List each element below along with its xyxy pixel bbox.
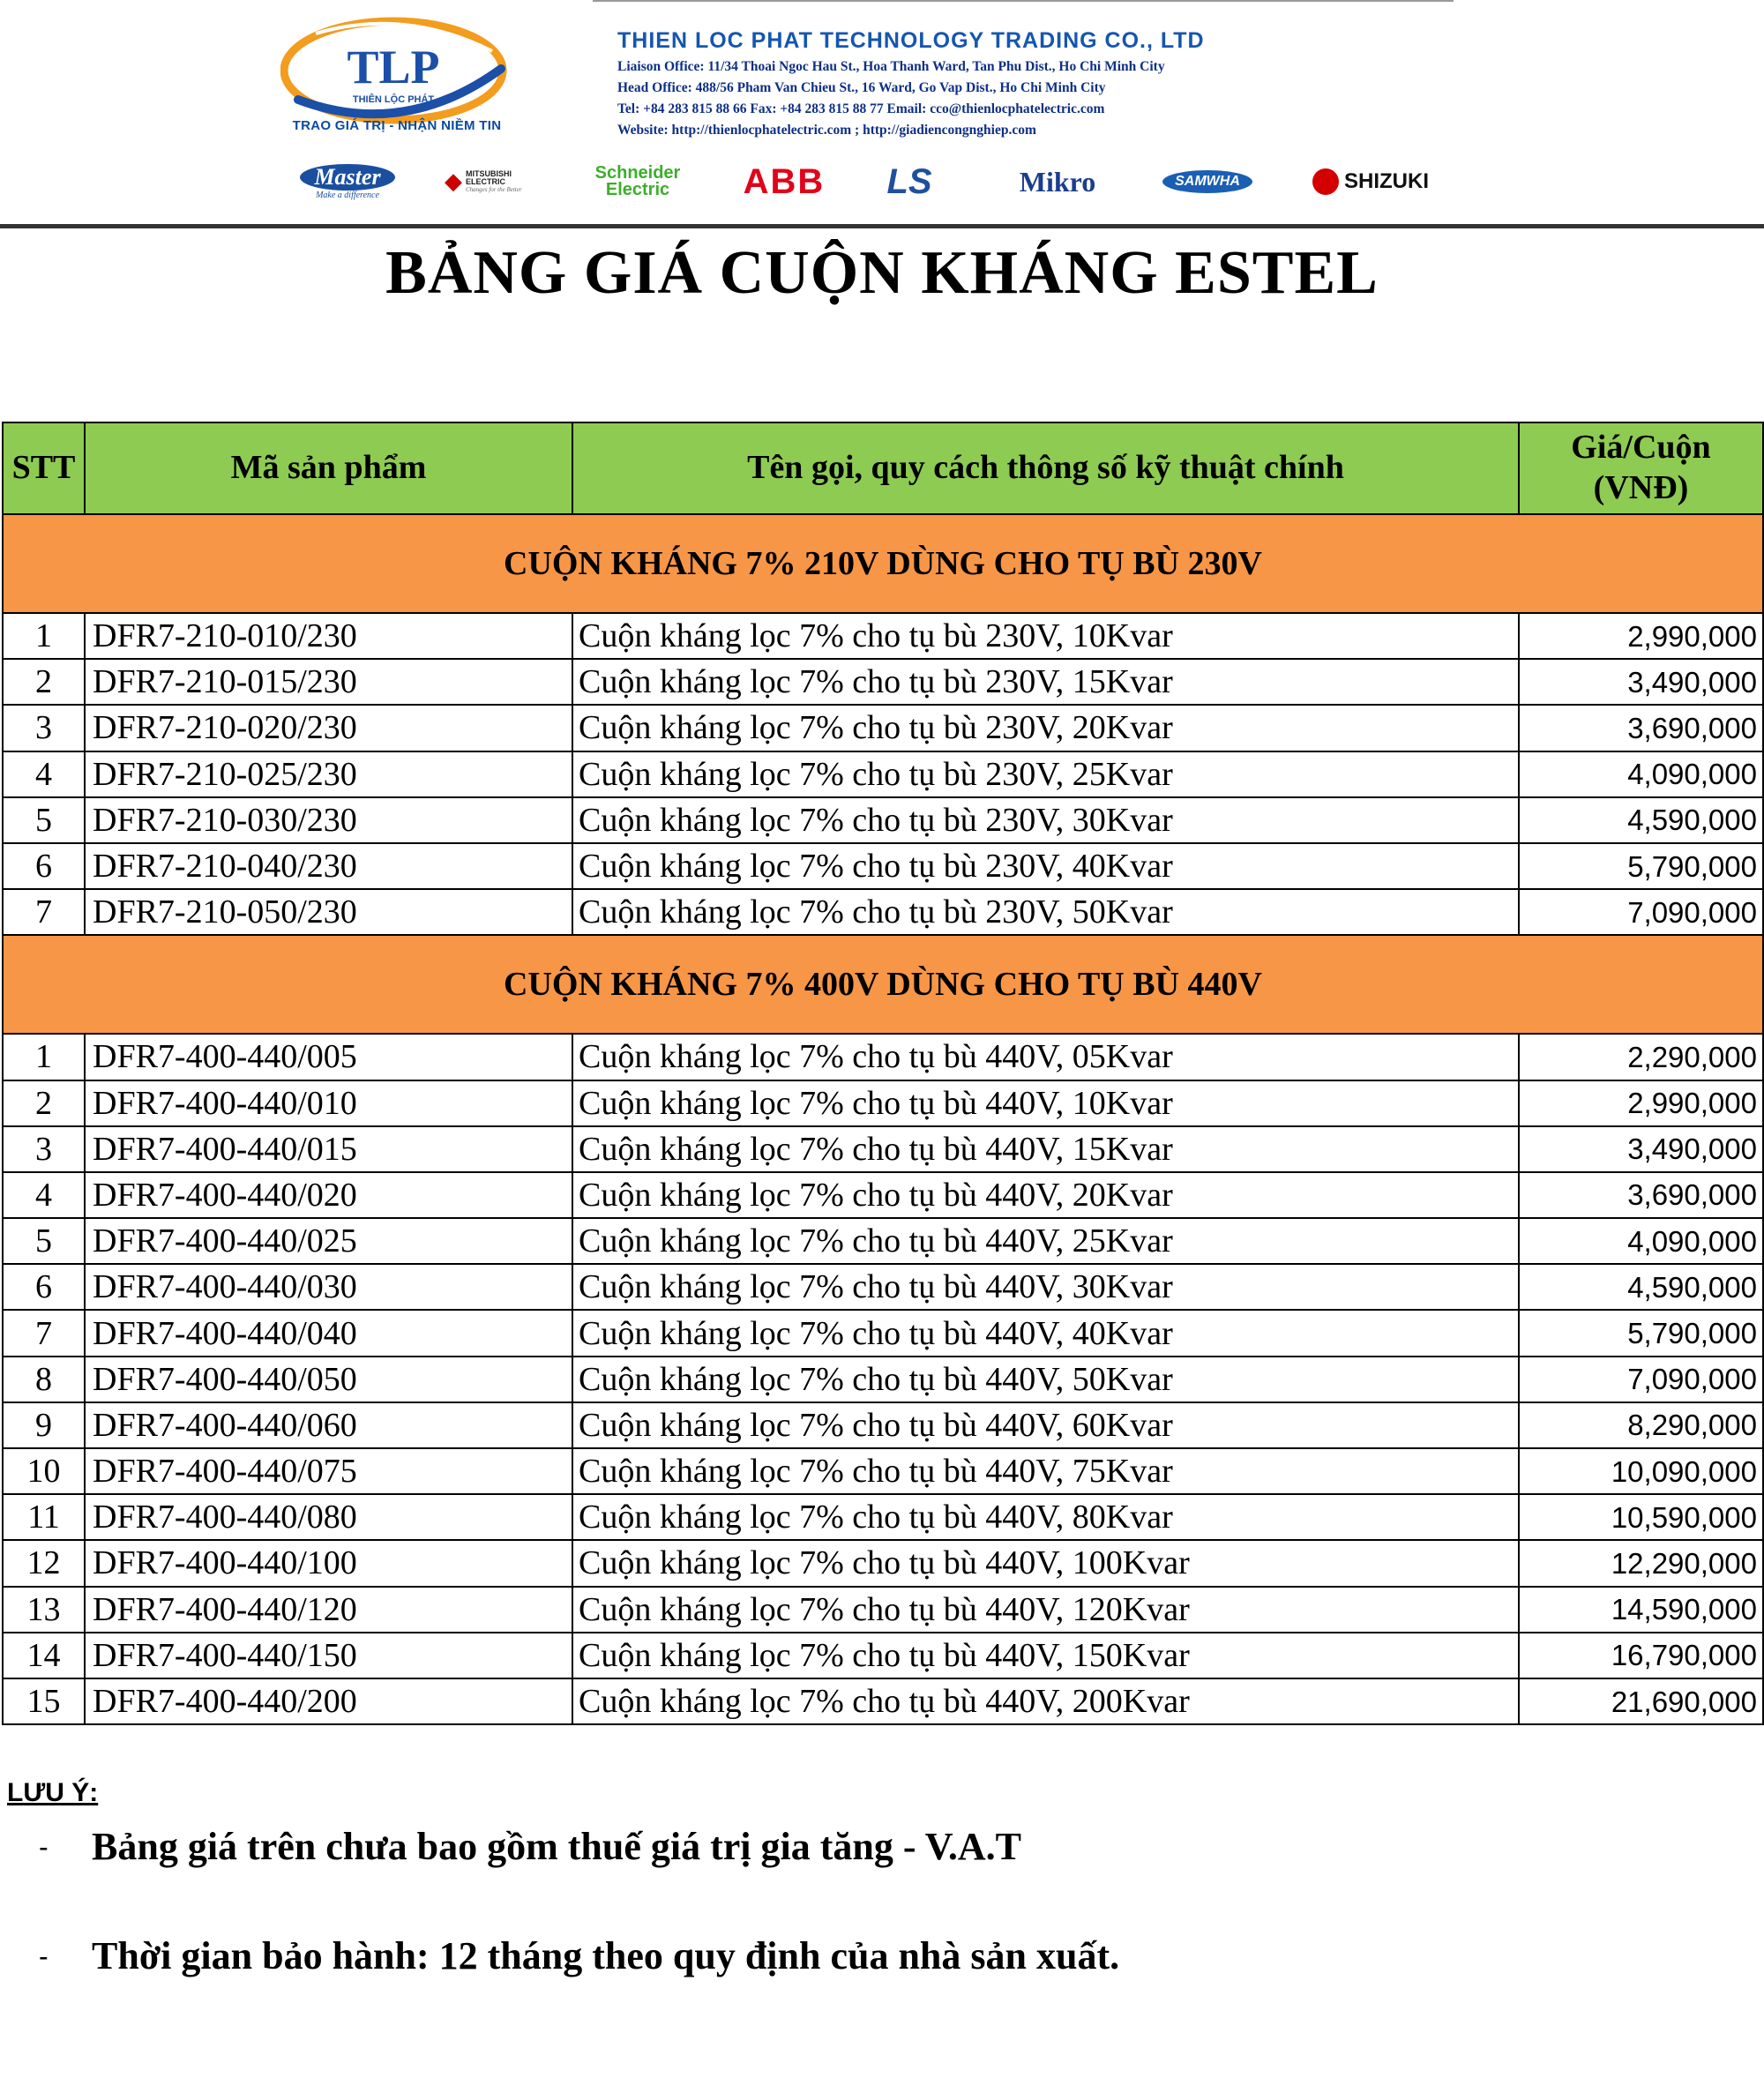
logo-tagline: TRAO GIÁ TRỊ - NHẬN NIỀM TIN (292, 118, 502, 133)
table-row (3, 1540, 1763, 1586)
cell-description: Cuộn kháng lọc 7% cho tụ bù 440V, 10Kvar (572, 1080, 1519, 1126)
table-row (3, 1402, 1763, 1448)
section-title: CUỘN KHÁNG 7% 400V DÙNG CHO TỤ BÙ 440V (3, 935, 1763, 1034)
cell-stt: 6 (3, 1264, 85, 1310)
cell-stt: 2 (3, 1080, 85, 1126)
cell-price: 3,690,000 (1519, 705, 1763, 751)
cell-product-code: DFR7-210-030/230 (85, 797, 572, 843)
cell-price: 4,090,000 (1519, 1218, 1763, 1264)
section-header-row (3, 514, 1763, 613)
table-body (3, 514, 1763, 1724)
cell-price: 7,090,000 (1519, 889, 1763, 935)
cell-price: 4,590,000 (1519, 1264, 1763, 1310)
note-text: Thời gian bảo hành: 12 tháng theo quy định của nhà sản xuất. (92, 1934, 1120, 1977)
table-row (3, 751, 1763, 797)
table-row (3, 1633, 1763, 1678)
cell-product-code: DFR7-400-440/040 (85, 1310, 572, 1356)
company-name: THIEN LOC PHAT TECHNOLOGY TRADING CO., LTD (617, 28, 1205, 53)
brand-schneider-logo: Schneider Electric (594, 163, 681, 199)
table-row (3, 1126, 1763, 1172)
table-row (3, 1587, 1763, 1633)
cell-price: 10,590,000 (1519, 1494, 1763, 1540)
cell-description: Cuộn kháng lọc 7% cho tụ bù 230V, 40Kvar (572, 843, 1519, 889)
note-dash: - (39, 1831, 49, 1863)
table-row (3, 1494, 1763, 1540)
cell-price: 3,690,000 (1519, 1172, 1763, 1218)
cell-description: Cuộn kháng lọc 7% cho tụ bù 440V, 60Kvar (572, 1402, 1519, 1448)
website-line: Website: http://thienlocphatelectric.com ; http://giadiencongnghiep.com (617, 123, 1036, 138)
cell-stt: 12 (3, 1540, 85, 1586)
cell-price: 4,590,000 (1519, 797, 1763, 843)
section-title: CUỘN KHÁNG 7% 210V DÙNG CHO TỤ BÙ 230V (3, 514, 1763, 613)
cell-stt: 1 (3, 613, 85, 659)
cell-description: Cuộn kháng lọc 7% cho tụ bù 440V, 50Kvar (572, 1357, 1519, 1402)
note-dash: - (39, 1940, 49, 1972)
brand-master-logo: Master Make a difference (286, 157, 409, 206)
cell-description: Cuộn kháng lọc 7% cho tụ bù 440V, 75Kvar (572, 1448, 1519, 1494)
cell-product-code: DFR7-210-020/230 (85, 705, 572, 751)
brand-samwha-logo: SAMWHA (1155, 157, 1260, 206)
cell-price: 2,290,000 (1519, 1034, 1763, 1080)
cell-product-code: DFR7-210-015/230 (85, 659, 572, 705)
brand-logo-strip (286, 157, 1450, 206)
note-text: Bảng giá trên chưa bao gồm thuế giá trị gia tăng - V.A.T (92, 1825, 1021, 1868)
cell-description: Cuộn kháng lọc 7% cho tụ bù 230V, 10Kvar (572, 613, 1519, 659)
cell-price: 2,990,000 (1519, 613, 1763, 659)
cell-price: 5,790,000 (1519, 1310, 1763, 1356)
cell-product-code: DFR7-400-440/050 (85, 1357, 572, 1402)
header-divider (0, 224, 1764, 228)
cell-stt: 4 (3, 751, 85, 797)
cell-stt: 6 (3, 843, 85, 889)
cell-description: Cuộn kháng lọc 7% cho tụ bù 440V, 40Kvar (572, 1310, 1519, 1356)
cell-description: Cuộn kháng lọc 7% cho tụ bù 440V, 30Kvar (572, 1264, 1519, 1310)
cell-stt: 3 (3, 705, 85, 751)
brand-shizuki-logo: SHIZUKI (1291, 157, 1450, 206)
col-header-stt: STT (3, 422, 85, 514)
cell-price: 5,790,000 (1519, 843, 1763, 889)
letterhead (0, 0, 1764, 231)
cell-stt: 3 (3, 1126, 85, 1172)
cell-product-code: DFR7-400-440/005 (85, 1034, 572, 1080)
cell-price: 3,490,000 (1519, 659, 1763, 705)
cell-stt: 14 (3, 1633, 85, 1678)
head-office: Head Office: 488/56 Pham Van Chieu St., 16 Ward, Go Vap Dist., Ho Chi Minh City (617, 80, 1106, 95)
page-title: BẢNG GIÁ CUỘN KHÁNG ESTEL (385, 239, 1379, 307)
brand-abb-logo: ABB (743, 161, 826, 201)
cell-description: Cuộn kháng lọc 7% cho tụ bù 440V, 120Kvar (572, 1587, 1519, 1633)
cell-price: 12,290,000 (1519, 1540, 1763, 1586)
logo-subtext: THIÊN LỘC PHÁT (352, 94, 435, 105)
cell-product-code: DFR7-400-440/075 (85, 1448, 572, 1494)
top-rule (593, 0, 1454, 2)
cell-product-code: DFR7-400-440/060 (85, 1402, 572, 1448)
table-row (3, 797, 1763, 843)
cell-product-code: DFR7-210-010/230 (85, 613, 572, 659)
cell-stt: 2 (3, 659, 85, 705)
cell-description: Cuộn kháng lọc 7% cho tụ bù 440V, 15Kvar (572, 1126, 1519, 1172)
notes-label: LƯU Ý: (7, 1778, 99, 1807)
cell-product-code: DFR7-210-040/230 (85, 843, 572, 889)
cell-price: 3,490,000 (1519, 1126, 1763, 1172)
section-header-row (3, 935, 1763, 1034)
cell-description: Cuộn kháng lọc 7% cho tụ bù 230V, 20Kvar (572, 705, 1519, 751)
cell-product-code: DFR7-400-440/120 (85, 1587, 572, 1633)
cell-stt: 15 (3, 1678, 85, 1724)
cell-description: Cuộn kháng lọc 7% cho tụ bù 440V, 150Kvar (572, 1633, 1519, 1678)
col-header-code: Mã sản phẩm (85, 422, 572, 514)
cell-stt: 5 (3, 1218, 85, 1264)
shizuki-emblem-icon (1312, 168, 1339, 195)
table-row (3, 843, 1763, 889)
cell-product-code: DFR7-400-440/010 (85, 1080, 572, 1126)
col-header-price: Giá/Cuộn (VNĐ) (1519, 422, 1763, 514)
cell-product-code: DFR7-210-025/230 (85, 751, 572, 797)
table-row (3, 1172, 1763, 1218)
table-row (3, 1678, 1763, 1724)
brand-mitsubishi-logo: ◆ MITSUBISHI ELECTRIC Changes for the Better (445, 168, 522, 194)
cell-stt: 7 (3, 1310, 85, 1356)
cell-stt: 4 (3, 1172, 85, 1218)
cell-stt: 10 (3, 1448, 85, 1494)
cell-stt: 9 (3, 1402, 85, 1448)
cell-description: Cuộn kháng lọc 7% cho tụ bù 440V, 25Kvar (572, 1218, 1519, 1264)
cell-product-code: DFR7-400-440/200 (85, 1678, 572, 1724)
cell-description: Cuộn kháng lọc 7% cho tụ bù 440V, 200Kvar (572, 1678, 1519, 1724)
col-header-desc: Tên gọi, quy cách thông số kỹ thuật chính (572, 422, 1519, 514)
logo-text: TLP (347, 41, 440, 93)
table-row (3, 613, 1763, 659)
cell-description: Cuộn kháng lọc 7% cho tụ bù 440V, 20Kvar (572, 1172, 1519, 1218)
cell-description: Cuộn kháng lọc 7% cho tụ bù 230V, 25Kvar (572, 751, 1519, 797)
cell-description: Cuộn kháng lọc 7% cho tụ bù 440V, 05Kvar (572, 1034, 1519, 1080)
cell-stt: 7 (3, 889, 85, 935)
contact-line: Tel: +84 283 815 88 66 Fax: +84 283 815 88 77 Email: cco@thienlocphatelectric.com (617, 101, 1105, 116)
table-row (3, 659, 1763, 705)
cell-price: 14,590,000 (1519, 1587, 1763, 1633)
cell-price: 8,290,000 (1519, 1402, 1763, 1448)
company-info (617, 28, 1429, 138)
cell-product-code: DFR7-400-440/150 (85, 1633, 572, 1678)
cell-stt: 11 (3, 1494, 85, 1540)
cell-price: 2,990,000 (1519, 1080, 1763, 1126)
cell-description: Cuộn kháng lọc 7% cho tụ bù 440V, 80Kvar (572, 1494, 1519, 1540)
cell-price: 16,790,000 (1519, 1633, 1763, 1678)
cell-stt: 13 (3, 1587, 85, 1633)
brand-ls-logo: LS (886, 161, 932, 201)
notes (7, 1778, 1753, 1977)
cell-price: 4,090,000 (1519, 751, 1763, 797)
table-header-row (3, 422, 1763, 514)
cell-price: 7,090,000 (1519, 1357, 1763, 1402)
cell-price: 21,690,000 (1519, 1678, 1763, 1724)
cell-product-code: DFR7-210-050/230 (85, 889, 572, 935)
table-row (3, 1264, 1763, 1310)
cell-product-code: DFR7-400-440/030 (85, 1264, 572, 1310)
cell-stt: 8 (3, 1357, 85, 1402)
table-row (3, 889, 1763, 935)
table-row (3, 1080, 1763, 1126)
price-table (2, 422, 1764, 1725)
mitsubishi-diamonds-icon: ◆ (445, 168, 462, 194)
cell-product-code: DFR7-400-440/020 (85, 1172, 572, 1218)
table-row (3, 1310, 1763, 1356)
cell-price: 10,090,000 (1519, 1448, 1763, 1494)
cell-description: Cuộn kháng lọc 7% cho tụ bù 440V, 100Kvar (572, 1540, 1519, 1586)
cell-description: Cuộn kháng lọc 7% cho tụ bù 230V, 15Kvar (572, 659, 1519, 705)
cell-description: Cuộn kháng lọc 7% cho tụ bù 230V, 30Kvar (572, 797, 1519, 843)
cell-stt: 1 (3, 1034, 85, 1080)
table-row (3, 1357, 1763, 1402)
liaison-office: Liaison Office: 11/34 Thoai Ngoc Hau St., Hoa Thanh Ward, Tan Phu Dist., Ho Chi Minh City (617, 59, 1165, 74)
table-row (3, 1034, 1763, 1080)
brand-mikro-logo: Mikro (1019, 165, 1096, 198)
tlp-logo (280, 16, 512, 131)
cell-stt: 5 (3, 797, 85, 843)
table-row (3, 1218, 1763, 1264)
cell-product-code: DFR7-400-440/025 (85, 1218, 572, 1264)
cell-description: Cuộn kháng lọc 7% cho tụ bù 230V, 50Kvar (572, 889, 1519, 935)
table-row (3, 1448, 1763, 1494)
table-row (3, 705, 1763, 751)
cell-product-code: DFR7-400-440/080 (85, 1494, 572, 1540)
cell-product-code: DFR7-400-440/100 (85, 1540, 572, 1586)
cell-product-code: DFR7-400-440/015 (85, 1126, 572, 1172)
